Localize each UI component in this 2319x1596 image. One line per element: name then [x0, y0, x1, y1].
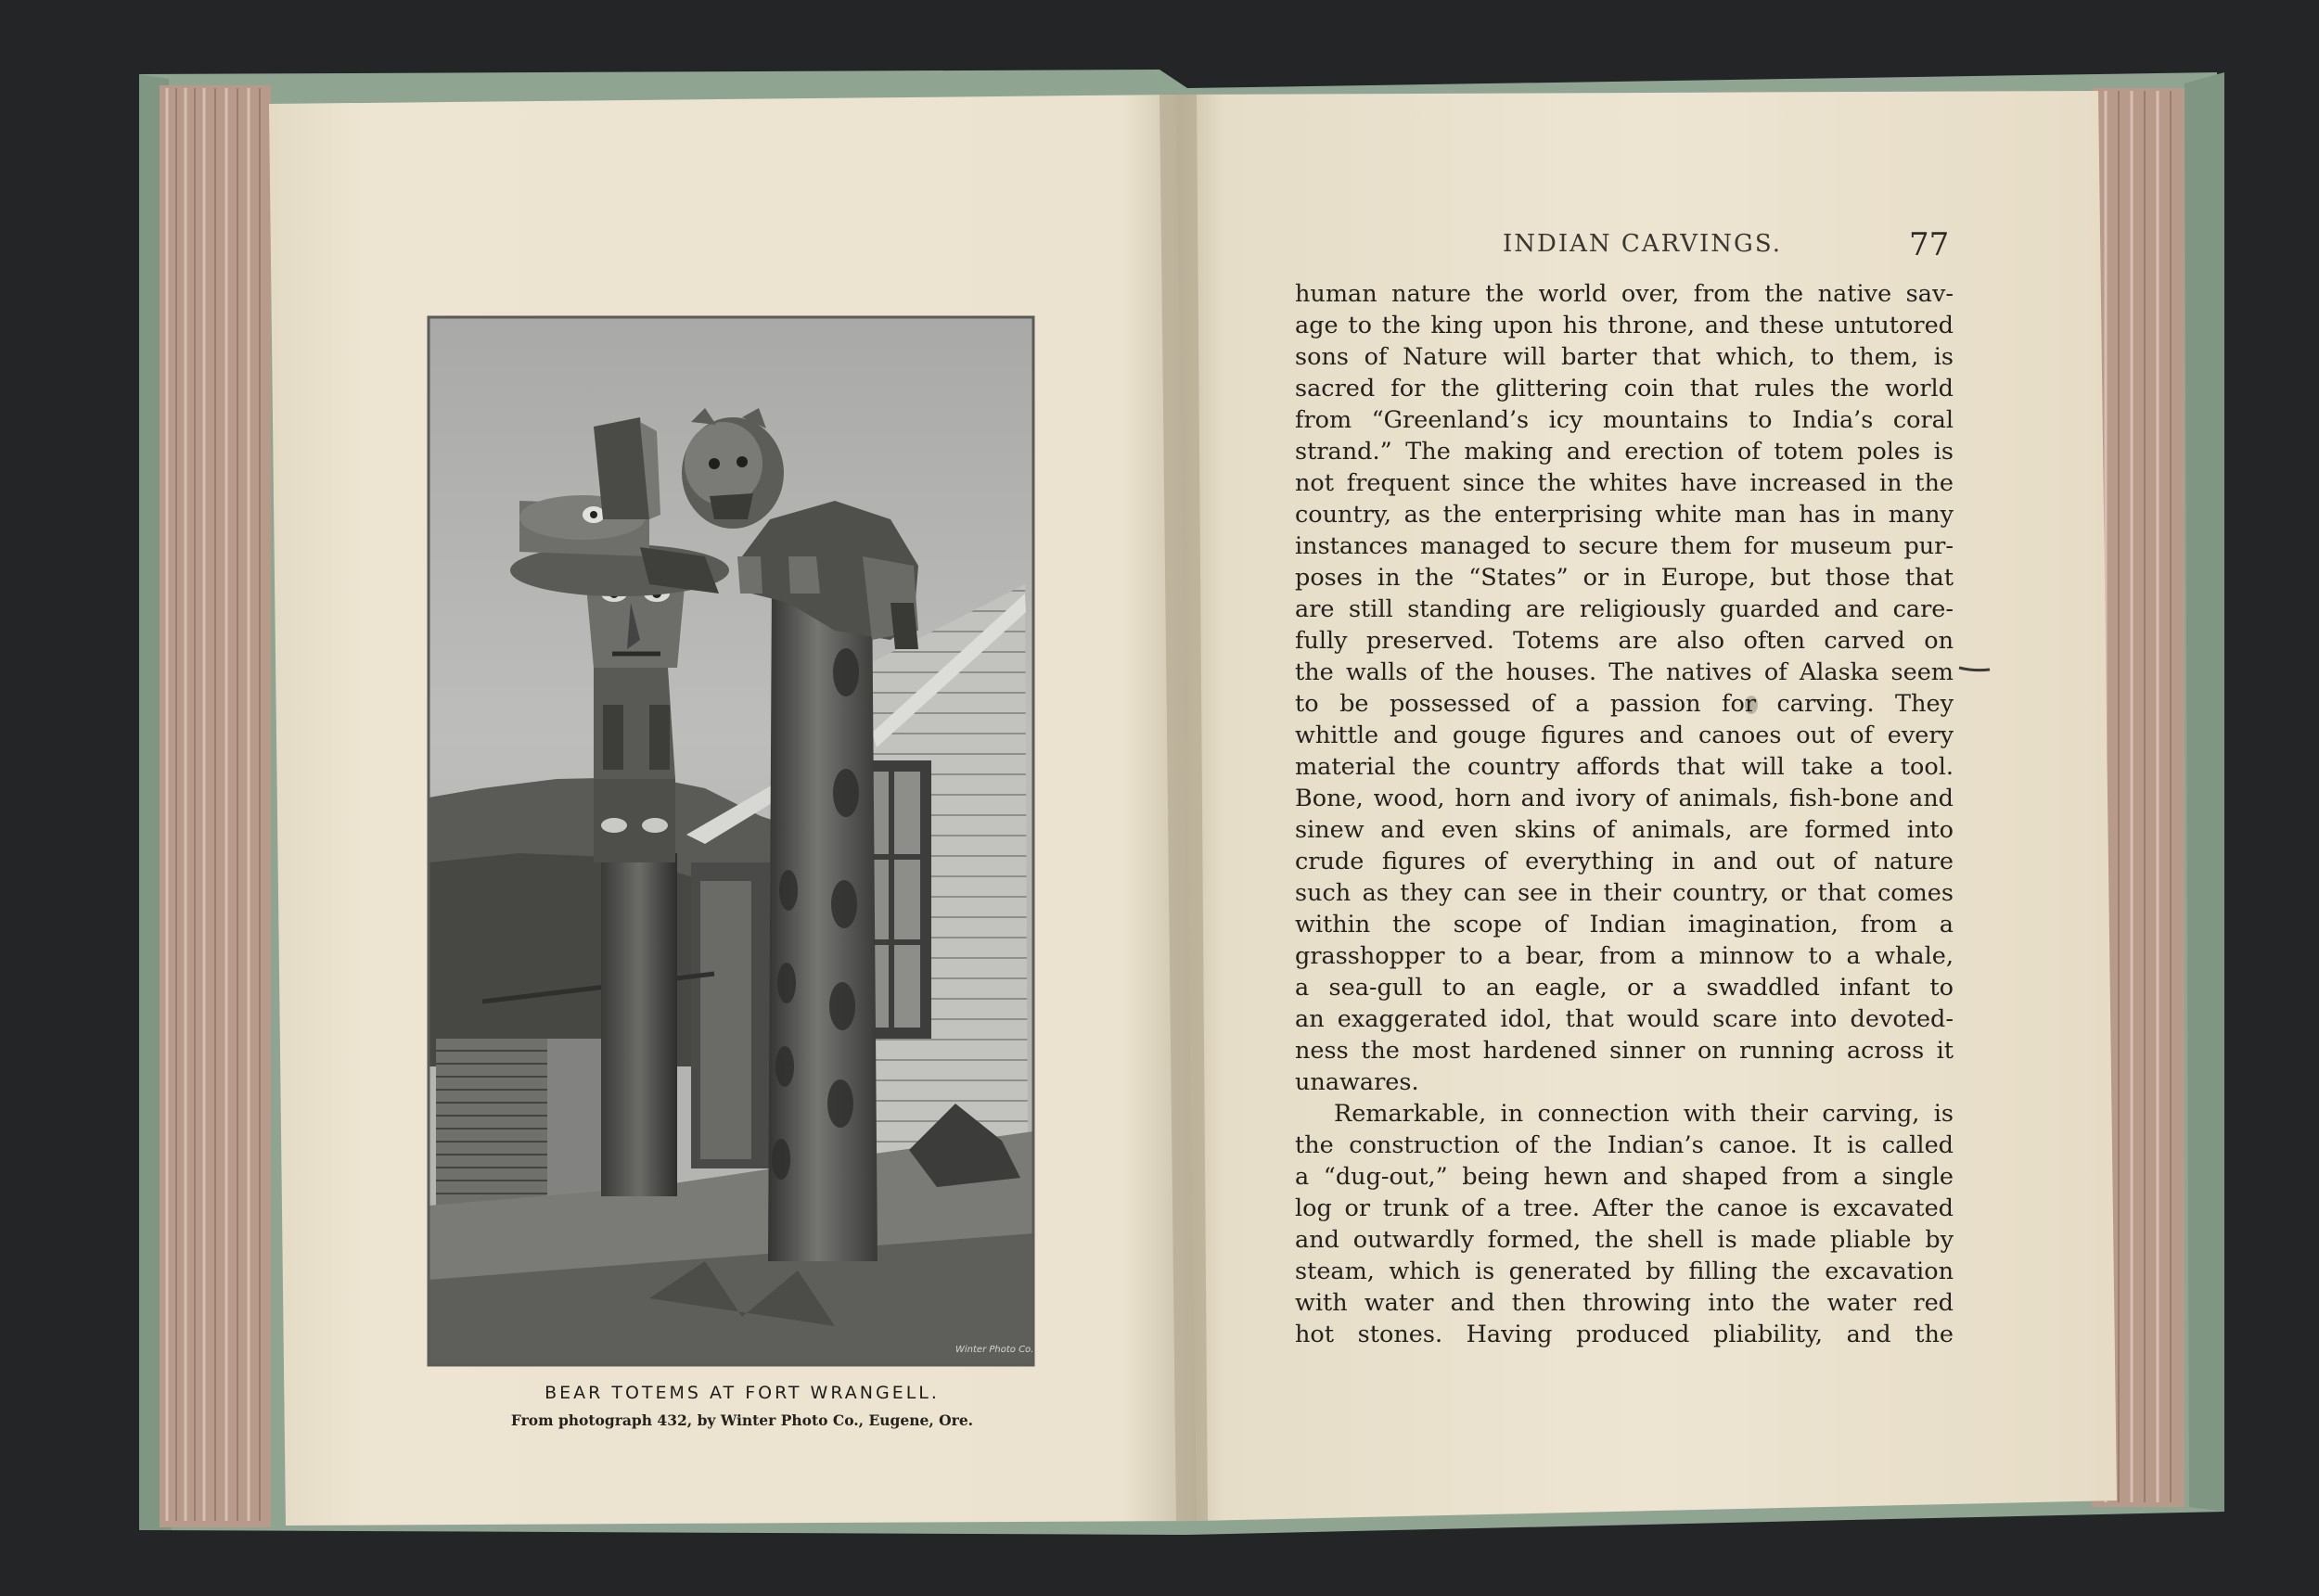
- text-line: an exaggerated idol, that would scare into devoted-: [1295, 1005, 1954, 1033]
- text-line: the walls of the houses. The natives of Alaska seem: [1295, 658, 1954, 686]
- text-line: to be possessed of a passion for carving. They: [1295, 690, 1954, 718]
- text-line: fully preserved. Totems are also often carved on: [1295, 627, 1954, 655]
- page-number: 77: [1909, 226, 1950, 263]
- text-line: material the country affords that will take a tool.: [1295, 753, 1954, 781]
- text-line: unawares.: [1295, 1068, 1419, 1096]
- totem-photograph: [429, 317, 1033, 1365]
- text-line: instances managed to secure them for museum pur-: [1295, 532, 1954, 560]
- text-line: country, as the enterprising white man has in many: [1295, 501, 1954, 529]
- text-line: sinew and even skins of animals, are formed into: [1295, 816, 1954, 844]
- text-line: are still standing are religiously guarded and care-: [1295, 595, 1954, 623]
- text-line: whittle and gouge figures and canoes out of every: [1295, 721, 1954, 749]
- running-head: INDIAN CARVINGS.: [1503, 230, 1782, 258]
- body-text: [1295, 278, 1954, 1350]
- text-line: within the scope of Indian imagination, from a: [1295, 911, 1954, 938]
- text-line: age to the king upon his throne, and these untutored: [1295, 312, 1954, 339]
- photo-caption-title: BEAR TOTEMS AT FORT WRANGELL.: [545, 1383, 940, 1403]
- text-line: with water and then throwing into the water red: [1295, 1289, 1954, 1317]
- text-line: ness the most hardened sinner on running across it: [1295, 1037, 1954, 1065]
- text-line: sacred for the glittering coin that rules the world: [1295, 375, 1954, 402]
- text-line: strand.” The making and erection of totem poles is: [1295, 438, 1954, 466]
- text-line: log or trunk of a tree. After the canoe is excavated: [1295, 1194, 1954, 1222]
- text-line: not frequent since the whites have increased in the: [1295, 469, 1954, 497]
- photo-signature: Winter Photo Co.: [955, 1345, 1034, 1355]
- text-line: a sea-gull to an eagle, or a swaddled infant to: [1295, 974, 1954, 1002]
- text-line: Remarkable, in connection with their carving, is: [1334, 1100, 1954, 1128]
- text-line: steam, which is generated by filling the excavation: [1295, 1258, 1954, 1285]
- text-line: crude figures of everything in and out of nature: [1295, 848, 1954, 875]
- text-line: and outwardly formed, the shell is made pliable by: [1295, 1226, 1954, 1254]
- text-line: a “dug-out,” being hewn and shaped from a single: [1295, 1163, 1954, 1191]
- text-line: human nature the world over, from the native sav-: [1295, 280, 1954, 308]
- left-page-edges: [160, 85, 271, 1527]
- text-line: poses in the “States” or in Europe, but those that: [1295, 564, 1954, 592]
- text-line: grasshopper to a bear, from a minnow to a whale,: [1295, 942, 1954, 970]
- text-line: such as they can see in their country, or that comes: [1295, 879, 1954, 907]
- text-line: Bone, wood, horn and ivory of animals, fish-bone and: [1295, 785, 1954, 812]
- text-line: from “Greenland’s icy mountains to India’s coral: [1295, 406, 1954, 434]
- photo-caption-credit: From photograph 432, by Winter Photo Co., Eugene, Ore.: [510, 1411, 974, 1429]
- text-line: sons of Nature will barter that which, to them, is: [1295, 343, 1954, 371]
- text-line: the construction of the Indian’s canoe. It is called: [1295, 1131, 1954, 1159]
- text-line: hot stones. Having produced pliability, and the: [1295, 1321, 1954, 1348]
